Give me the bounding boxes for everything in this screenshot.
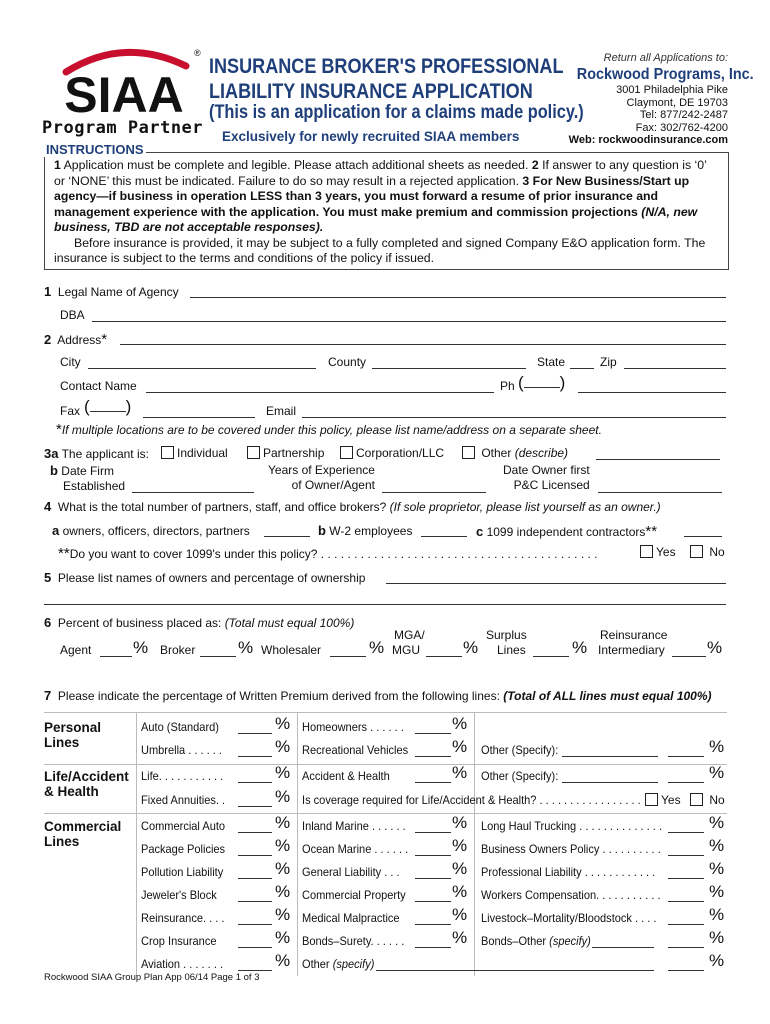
commercial-pct: % — [452, 882, 468, 901]
commercial-pct-field[interactable] — [668, 935, 704, 948]
auto-label: Auto (Standard) — [141, 720, 219, 734]
ah-required-question: Is coverage required for Life/Accident & Health? . . . . . . . . . . . . . . . . . — [302, 793, 641, 807]
commercial-line-label: Commercial Auto — [141, 819, 226, 833]
email-field[interactable] — [302, 405, 726, 418]
commercial-line-label: Reinsurance. . . . — [141, 911, 225, 925]
commercial-line-label: Workers Compensation. . . . . . . . . . . — [481, 888, 661, 902]
instr-3: For New Business/Start up agency—if business in operation LESS than 3 years, you must forward a resume of prior insurance and management experience with the application. You must make premium and commission projections — [54, 173, 690, 219]
q3b-number: b — [50, 463, 58, 478]
commercial-pct: % — [275, 928, 291, 947]
footer: Rockwood SIAA Group Plan App 06/14 Page 1 of 3 — [44, 972, 260, 983]
q1099-yes-label: Yes — [656, 545, 676, 559]
years-experience-field[interactable] — [382, 480, 486, 493]
date-firm-text: Date Firm — [61, 464, 114, 478]
county-field[interactable] — [372, 356, 526, 369]
years-experience-label — [268, 463, 375, 493]
other-describe-field[interactable] — [596, 447, 720, 460]
q6-label: Percent of business placed as: — [57, 616, 222, 630]
ah-required-no-checkbox[interactable] — [690, 793, 703, 806]
auto-pct: % — [275, 714, 291, 733]
q4a-letter: a — [52, 523, 60, 538]
q2-star: * — [101, 331, 108, 348]
fax-field[interactable] — [143, 405, 255, 418]
note-star: * — [56, 421, 62, 438]
commercial-pct-field[interactable] — [415, 935, 451, 948]
mga-pct: % — [463, 638, 479, 657]
email-label: Email — [266, 404, 297, 418]
q4a-text: owners, officers, directors, partners — [62, 524, 250, 538]
commercial-pct: % — [709, 836, 725, 855]
date-owner-text: Date Owner first — [503, 463, 590, 477]
date-established-field[interactable] — [132, 480, 254, 493]
mga-label — [392, 628, 425, 658]
agency-name-field[interactable] — [190, 285, 726, 298]
dba-field[interactable] — [92, 309, 726, 322]
homeowners-label: Homeowners . . . . . . — [302, 720, 404, 734]
program-partner: Program Partner — [42, 118, 204, 138]
rec-pct-field[interactable] — [415, 744, 451, 757]
commercial-pct: % — [452, 859, 468, 878]
comm-l2: Lines — [44, 834, 80, 849]
q1099-yes-checkbox[interactable] — [640, 545, 653, 558]
life-other-pct: % — [709, 763, 725, 782]
fixed-pct-field[interactable] — [238, 794, 272, 807]
commercial-pct: % — [709, 928, 725, 947]
q3a-row — [44, 446, 149, 461]
bonds-other-specify: (specify) — [549, 934, 591, 948]
rec-vehicles-label: Recreational Vehicles — [302, 743, 409, 757]
comm-l1: Commercial — [44, 819, 122, 834]
commercial-pct: % — [452, 905, 468, 924]
commercial-pct-field[interactable] — [668, 958, 704, 971]
reinsurance-pct-field[interactable] — [672, 644, 706, 657]
of-owner-text: of Owner/Agent — [291, 478, 375, 492]
ah-pct-field[interactable] — [415, 770, 451, 783]
phone-field[interactable] — [578, 380, 726, 393]
commercial-line-label: Medical Malpractice — [302, 911, 400, 925]
agent-pct: % — [133, 638, 149, 657]
instructions-text — [54, 158, 720, 267]
web: Web: rockwoodinsurance.com — [568, 134, 728, 147]
q6-italic: (Total must equal 100%) — [224, 616, 355, 630]
date-firm-label — [50, 463, 125, 494]
umbrella-label: Umbrella . . . . . . — [141, 743, 222, 757]
commercial-pct-field[interactable] — [415, 820, 451, 833]
surplus-line2: Lines — [497, 643, 526, 657]
logo-text: SIAA — [64, 67, 184, 123]
q4b-letter: b — [318, 523, 326, 538]
rein-line2: Intermediary — [598, 643, 665, 657]
commercial-line-label: Crop Insurance — [141, 934, 217, 948]
commercial-lines-heading — [44, 819, 121, 849]
commercial-line-label: Jeweler's Block — [141, 888, 217, 902]
commercial-line-label: Inland Marine . . . . . . — [302, 819, 406, 833]
commercial-pct: % — [275, 859, 291, 878]
state-field[interactable] — [570, 356, 594, 369]
mga-pct-field[interactable] — [426, 644, 462, 657]
contact-label: Contact Name — [60, 379, 137, 393]
title-line-2: LIABILITY INSURANCE APPLICATION — [209, 80, 533, 103]
bonds-other-text: Bonds–Other — [481, 934, 547, 948]
commercial-pct-field[interactable] — [415, 912, 451, 925]
commercial-other-text: Other — [302, 957, 330, 971]
commercial-line-label: Livestock–Mortality/Bloodstock . . . . — [481, 911, 657, 925]
commercial-pct: % — [452, 928, 468, 947]
broker-label: Broker — [160, 643, 196, 657]
q7-number: 7 — [44, 688, 52, 703]
commercial-pct-field[interactable] — [668, 820, 704, 833]
life-l2: & Health — [44, 784, 99, 799]
personal-other-pct-field[interactable] — [668, 744, 704, 757]
date-licensed-label — [503, 463, 590, 493]
commercial-pct: % — [709, 951, 725, 970]
reinsurance-pct: % — [707, 638, 723, 657]
instr-num-1: 1 — [54, 158, 61, 172]
address-field[interactable] — [120, 332, 726, 345]
umbrella-pct: % — [275, 737, 291, 756]
q4c-letter: c — [476, 524, 484, 539]
partnership-option[interactable] — [247, 446, 324, 460]
surplus-label — [486, 628, 527, 658]
commercial-pct: % — [709, 905, 725, 924]
rein-line1: Reinsurance — [600, 628, 668, 642]
q4a — [52, 523, 250, 538]
corporation-checkbox[interactable] — [340, 446, 353, 459]
ah-required-yes-checkbox[interactable] — [645, 793, 658, 806]
commercial-pct-field[interactable] — [415, 843, 451, 856]
q5-label: Please list names of owners and percentage of ownership — [57, 571, 366, 585]
commercial-pct: % — [452, 836, 468, 855]
agent-pct-field[interactable] — [100, 644, 132, 657]
county-label: County — [328, 355, 367, 369]
commercial-line-label: Ocean Marine . . . . . . — [302, 842, 409, 856]
instructions-heading: INSTRUCTIONS — [46, 142, 144, 157]
describe-label: (describe) — [514, 446, 569, 460]
ph-label: Ph — [500, 379, 515, 393]
bonds-other-label — [481, 934, 591, 948]
commercial-pct: % — [275, 882, 291, 901]
partnership-checkbox[interactable] — [247, 446, 260, 459]
life-accident-heading — [44, 769, 129, 799]
commercial-pct-field[interactable] — [238, 866, 272, 879]
ah-no-label: No — [709, 793, 725, 807]
commercial-pct: % — [709, 882, 725, 901]
q4c-stars: ** — [645, 523, 658, 540]
commercial-other-field[interactable] — [376, 958, 654, 971]
corporation-label: Corporation/LLC — [356, 446, 445, 460]
q2-label: Address — [57, 333, 102, 347]
q1099-no-label: No — [709, 545, 725, 559]
city-label: City — [60, 355, 81, 369]
homeowners-pct-field[interactable] — [415, 721, 451, 734]
q1099-no[interactable] — [690, 545, 725, 559]
life-other-label: Other (Specify): — [481, 769, 559, 783]
commercial-pct: % — [275, 813, 291, 832]
commercial-line-label: Business Owners Policy . . . . . . . . . . — [481, 842, 661, 856]
commercial-pct-field[interactable] — [238, 935, 272, 948]
commercial-pct-field[interactable] — [668, 912, 704, 925]
instr-num-2: 2 — [531, 158, 539, 172]
corporation-option[interactable] — [340, 446, 444, 460]
rec-pct: % — [452, 737, 468, 756]
commercial-line-label: Aviation . . . . . . . — [141, 957, 224, 971]
company-address — [560, 84, 728, 147]
q1-label: Legal Name of Agency — [57, 285, 179, 299]
q4-italic: (If sole proprietor, please list yourself as an owner.) — [389, 500, 661, 514]
q4b — [318, 523, 412, 538]
individual-checkbox[interactable] — [161, 446, 174, 459]
q1-number: 1 — [44, 284, 52, 299]
q1-row — [44, 284, 179, 299]
q7-italic: (Total of ALL lines must equal 100%) — [503, 689, 712, 703]
commercial-line-label: Commercial Property — [302, 888, 406, 902]
homeowners-pct: % — [452, 714, 468, 733]
q1099-yes[interactable] — [640, 545, 676, 559]
q1099-no-checkbox[interactable] — [690, 545, 703, 558]
life-label: Life. . . . . . . . . . . — [141, 769, 224, 783]
established-text: Established — [63, 479, 126, 493]
dba-label: DBA — [60, 308, 85, 322]
q2-row — [44, 331, 107, 348]
commercial-pct-field[interactable] — [668, 889, 704, 902]
city-field[interactable] — [88, 356, 316, 369]
applicant-label: The applicant is: — [61, 447, 149, 461]
ah-label: Accident & Health — [302, 769, 390, 783]
return-label: Return all Applications to: — [603, 52, 728, 64]
q4b-text: W-2 employees — [329, 524, 413, 538]
commercial-pct-field[interactable] — [668, 866, 704, 879]
q7-label: Please indicate the percentage of Written Premium derived from the following lines: — [57, 689, 500, 703]
commercial-pct-field[interactable] — [238, 820, 272, 833]
w2-count-field[interactable] — [421, 524, 467, 537]
wholesaler-pct: % — [369, 638, 385, 657]
address-line-1: 3001 Philadelphia Pike — [616, 84, 728, 96]
q1099-text: Do you want to cover 1099's under this policy? . . . . . . . . . . . . . . . . . . . . . . . . . . . . . . . . . . . . . . . . . . — [69, 547, 598, 561]
svg-text:®: ® — [194, 48, 201, 58]
life-pct-field[interactable] — [238, 770, 272, 783]
commercial-pct-field[interactable] — [415, 889, 451, 902]
commercial-line-label: General Liability . . . — [302, 865, 400, 879]
commercial-pct: % — [275, 951, 291, 970]
ph-area-code[interactable]: ( ) — [518, 373, 566, 392]
commercial-pct: % — [275, 836, 291, 855]
commercial-pct: % — [709, 813, 725, 832]
q6-number: 6 — [44, 615, 52, 630]
commercial-pct: % — [709, 859, 725, 878]
fax-area-code[interactable]: ( ) — [84, 397, 132, 416]
instr-1: Application must be complete and legible. Please attach additional sheets as needed. — [60, 158, 532, 172]
q6-row — [44, 615, 354, 630]
life-other-pct-field[interactable] — [668, 770, 704, 783]
q4c — [476, 523, 657, 540]
umbrella-pct-field[interactable] — [238, 744, 272, 757]
bonds-other-field[interactable] — [592, 935, 654, 948]
life-pct: % — [275, 763, 291, 782]
surplus-line1: Surplus — [486, 628, 527, 642]
owners-count-field[interactable] — [264, 524, 310, 537]
ah-required-yes[interactable] — [645, 793, 681, 807]
q4-label: What is the total number of partners, staff, and office brokers? — [57, 500, 387, 514]
contact-field[interactable] — [146, 380, 494, 393]
q7-row — [44, 688, 712, 703]
ah-required-no[interactable] — [690, 793, 725, 807]
fax-label: Fax — [60, 404, 81, 418]
q3a-number: 3a — [44, 446, 59, 461]
fixed-pct: % — [275, 787, 291, 806]
q4-number: 4 — [44, 499, 52, 514]
date-licensed-field[interactable] — [598, 480, 722, 493]
title-line-1: INSURANCE BROKER'S PROFESSIONAL — [209, 55, 564, 78]
agent-label: Agent — [60, 643, 92, 657]
personal-l1: Personal — [44, 720, 102, 735]
surplus-pct: % — [572, 638, 588, 657]
q1099-row — [58, 545, 598, 562]
reinsurance-label — [598, 628, 667, 658]
auto-pct-field[interactable] — [238, 721, 272, 734]
commercial-line-label: Long Haul Trucking . . . . . . . . . . . . . . — [481, 819, 663, 833]
commercial-pct-field[interactable] — [238, 958, 272, 971]
q4c-text: 1099 independent contractors — [486, 525, 646, 539]
commercial-pct-field[interactable] — [238, 912, 272, 925]
other-checkbox[interactable] — [462, 446, 475, 459]
q5-row — [44, 570, 365, 585]
personal-other-field[interactable] — [562, 744, 658, 757]
personal-other-label: Other (Specify): — [481, 743, 559, 757]
owners-list-field[interactable] — [386, 571, 726, 584]
q4-row — [44, 499, 661, 514]
commercial-pct-field[interactable] — [668, 843, 704, 856]
commercial-line-label: Professional Liability . . . . . . . . . . . . — [481, 865, 656, 879]
fax: Fax: 302/762-4200 — [635, 121, 728, 134]
commercial-other-label — [302, 957, 374, 971]
contractor-count-field[interactable] — [684, 524, 722, 537]
commercial-pct-field[interactable] — [238, 889, 272, 902]
instr-4: Before insurance is provided, it may be subject to a fully completed and signed Company E&O application form. The insurance is subject to the terms and conditions of the policy if issued. — [54, 235, 706, 265]
state-label: State — [537, 355, 566, 369]
commercial-pct-field[interactable] — [238, 843, 272, 856]
commercial-line-label: Package Policies — [141, 842, 226, 856]
q2-number: 2 — [44, 332, 52, 347]
pc-licensed-text: P&C Licensed — [513, 478, 590, 492]
individual-label: Individual — [177, 446, 228, 460]
personal-lines-heading — [44, 720, 101, 750]
mga-line1: MGA/ — [394, 628, 425, 642]
subtitle: Exclusively for newly recruited SIAA members — [222, 129, 520, 144]
instr-3-italic: (N/A, new business, TBD are not acceptable responses). — [54, 204, 698, 234]
life-l1: Life/Accident — [44, 769, 129, 784]
mga-line2: MGU — [392, 643, 420, 657]
broker-pct: % — [238, 638, 254, 657]
broker-pct-field[interactable] — [200, 644, 236, 657]
partnership-label: Partnership — [263, 446, 325, 460]
commercial-pct: % — [275, 905, 291, 924]
fixed-annuities-label: Fixed Annuities. . — [141, 793, 226, 807]
zip-field[interactable] — [624, 356, 726, 369]
q5-number: 5 — [44, 570, 52, 585]
wholesaler-label: Wholesaler — [261, 643, 322, 657]
ah-pct: % — [452, 763, 468, 782]
commercial-pct: % — [452, 813, 468, 832]
individual-option[interactable] — [161, 446, 228, 460]
other-option[interactable] — [462, 446, 568, 460]
note-text: If multiple locations are to be covered under this policy, please list name/address on a separate sheet. — [61, 423, 602, 437]
title-line-3: (This is an application for a claims made policy.) — [209, 102, 584, 123]
ah-yes-label: Yes — [661, 793, 681, 807]
personal-l2: Lines — [44, 735, 80, 750]
multi-location-note — [56, 421, 602, 438]
years-text: Years of Experience — [268, 463, 375, 477]
commercial-line-label: Bonds–Surety. . . . . . — [302, 934, 405, 948]
owners-list-field-2[interactable] — [44, 592, 726, 605]
commercial-other-specify: (specify) — [332, 957, 375, 971]
instr-num-3: 3 — [522, 173, 530, 188]
company-name: Rockwood Programs, Inc. — [576, 66, 754, 83]
zip-label: Zip — [600, 355, 617, 369]
tel: Tel: 877/242-2487 — [639, 109, 728, 122]
commercial-line-label: Pollution Liability — [141, 865, 224, 879]
life-other-field[interactable] — [562, 770, 658, 783]
other-label: Other — [481, 446, 512, 460]
personal-other-pct: % — [709, 737, 725, 756]
q1099-stars: ** — [58, 545, 70, 562]
instr-2: If answer to any question is ‘0’ or ‘NONE’ this must be indicated. Failure to do so may result in a rejected application. — [54, 158, 707, 188]
address-line-2: Claymont, DE 19703 — [626, 96, 728, 109]
surplus-pct-field[interactable] — [533, 644, 569, 657]
wholesaler-pct-field[interactable] — [330, 644, 366, 657]
commercial-pct-field[interactable] — [415, 866, 451, 879]
